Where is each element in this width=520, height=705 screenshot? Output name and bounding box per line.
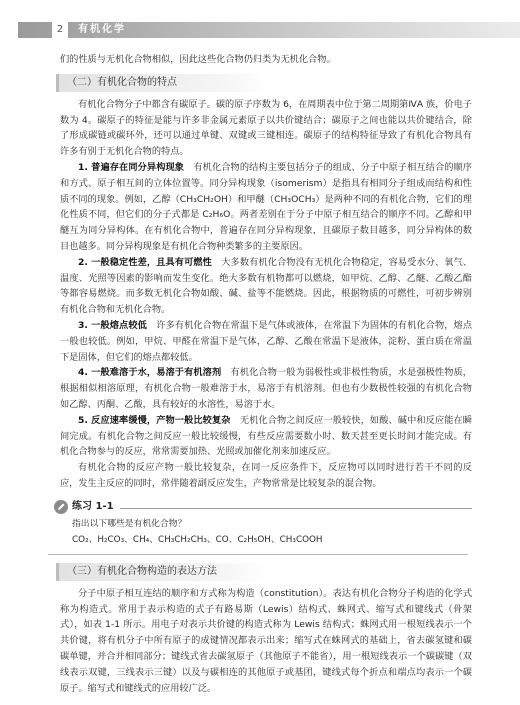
point-paragraph xyxy=(60,318,472,365)
section-heading-characteristics: （二）有机化合物的特点 xyxy=(56,74,267,92)
point-paragraph xyxy=(60,413,472,460)
closing-paragraph: 有机化合物的反应产物一般比较复杂，在同一反应条件下，反应物可以同时进行若干不同的反应，发生主反应的同时，常伴随着副反应发生，产物常常是比较复杂的混合物。 xyxy=(60,462,472,489)
point-label: 3. 一般熔点较低 xyxy=(78,319,147,331)
point-text: 有机化合物一般为弱极性或非极性物质，水是强极性物质，根据相似相溶原理，有机化合物一般难溶于水，易溶于有机溶剂。但也有少数极性较强的有机化合物如乙醇、丙酮、乙酸，具有较好的水溶性，易溶于水。 xyxy=(60,367,472,410)
exercise-bottom-rule xyxy=(48,554,468,557)
page-header xyxy=(0,0,520,46)
section-intro-paragraph: 有机化合物分子中都含有碳原子。碳的原子序数为 6，在周期表中位于第二周期第ⅣA 族，价电子数为 4。碳原子的特征是能与许多非金属元素原子以共价键结合；碳原子之间也能以共价键结合，除了形成碳链或碳环外，还可以通过单键、双键或三键相连。碳原子的结构特征导致了有机化合物具有许多有别于无机化合物的特点。 xyxy=(60,98,472,158)
exercise-body xyxy=(54,516,472,548)
exercise-label: 练习 1-1 xyxy=(72,500,114,512)
point-text: 有机化合物的结构主要包括分子的组成、分子中原子相互结合的顺序和方式、原子相互间的立体位置等。同分异构现象（isomerism）是指具有相同分子组成而结构和性质不同的现象。例如，乙醇（CH₃CH₂OH）和甲醚（CH₃OCH₃）是两种不同的有机化合物，它们的理化性质不同，但它们的分子式都是 C₂H₆O。两者差别在于分子中原子相互结合的顺序不同。乙醇和甲醚互为同分异构体。在有机化合物中，普遍存在同分异构现象，且碳原子数目越多，同分异构体的数目也越多。同分异构现象是有机化合物种类繁多的主要原因。 xyxy=(60,161,472,252)
section-body-paragraph: 分子中原子相互连结的顺序和方式称为构造（constitution）。表达有机化合物分子构造的化学式称为构造式。常用于表示构造的式子有路易斯（Lewis）结构式、蛛网式、缩写式和键线式（骨架式），如表 1-1 所示。用电子对表示共价键的构造式称为 Lewis 结构式；蛛网式用一根短线表示一个共价键，将有机分子中所有原子的成键情况都表示出来；缩写式在蛛网式的基础上，省去碳氢键和碳碳单键，并合并相同部分；键线式省去碳氢原子（其他原子不能省），用一根短线表示一个碳碳键（双线表示双键，三线表示三键）以及与碳相连的其他原子或基团，键线式每个折点和端点均表示一个碳原子。缩写式和键线式的应用较广泛。 xyxy=(60,587,472,694)
point-text: 无机化合物之间反应一般较快，如酸、碱中和反应能在瞬间完成。有机化合物之间反应一般比较缓慢，有些反应需要数小时、数天甚至更长时间才能完成。有机化合物参与的反应，常常需要加热、光照或加催化剂来加速反应。 xyxy=(60,414,472,458)
exercise-rule xyxy=(120,508,472,509)
point-label: 5. 反应速率缓慢，产物一般比较复杂 xyxy=(78,414,231,426)
pencil-icon xyxy=(54,500,68,514)
point-paragraph xyxy=(60,160,472,255)
exercise-compounds: CO₂、H₂CO₃、CH₄、CH₃CH₂CH₃、CO、C₂H₅OH、CH₃COOH xyxy=(72,534,323,545)
point-text: 许多有机化合物在常温下是气体或液体，在常温下为固体的有机化合物，熔点一般也较低。例如，甲烷、甲醛在常温下是气体，乙醇、乙酸在常温下是液体，淀粉、蛋白质在常温下是固体，但它们的熔点都较低。 xyxy=(60,319,473,363)
point-label: 2. 一般稳定性差，且具有可燃性 xyxy=(78,256,212,268)
book-title: 有机化学 xyxy=(78,24,126,35)
point-paragraph xyxy=(60,255,472,318)
page-number: 2 xyxy=(52,20,68,40)
section-heading-constitution: （三）有机化合物构造的表达方法 xyxy=(56,563,267,581)
exercise-box xyxy=(54,498,472,557)
point-label: 1. 普遍存在同分异构现象 xyxy=(78,161,185,173)
point-label: 4. 一般难溶于水，易溶于有机溶剂 xyxy=(78,367,222,379)
point-text: 大多数有机化合物没有无机化合物稳定，容易受水分、氧气、温度、光照等因素的影响而发生变化。绝大多数有机物都可以燃烧，如甲烷、乙醇、乙醚、乙酸乙酯等都容易燃烧。而多数无机化合物如酸、碱、盐等不能燃烧。因此，根据物质的可燃性，可初步辨别有机化合物和无机化合物。 xyxy=(60,256,473,316)
point-paragraph xyxy=(60,365,472,412)
exercise-header xyxy=(54,498,472,516)
intro-paragraph: 们的性质与无机化合物相似，因此这些化合物仍归类为无机化合物。 xyxy=(60,54,336,65)
exercise-question: 指出以下哪些是有机化合物？ xyxy=(72,518,187,529)
page-content xyxy=(60,52,472,696)
